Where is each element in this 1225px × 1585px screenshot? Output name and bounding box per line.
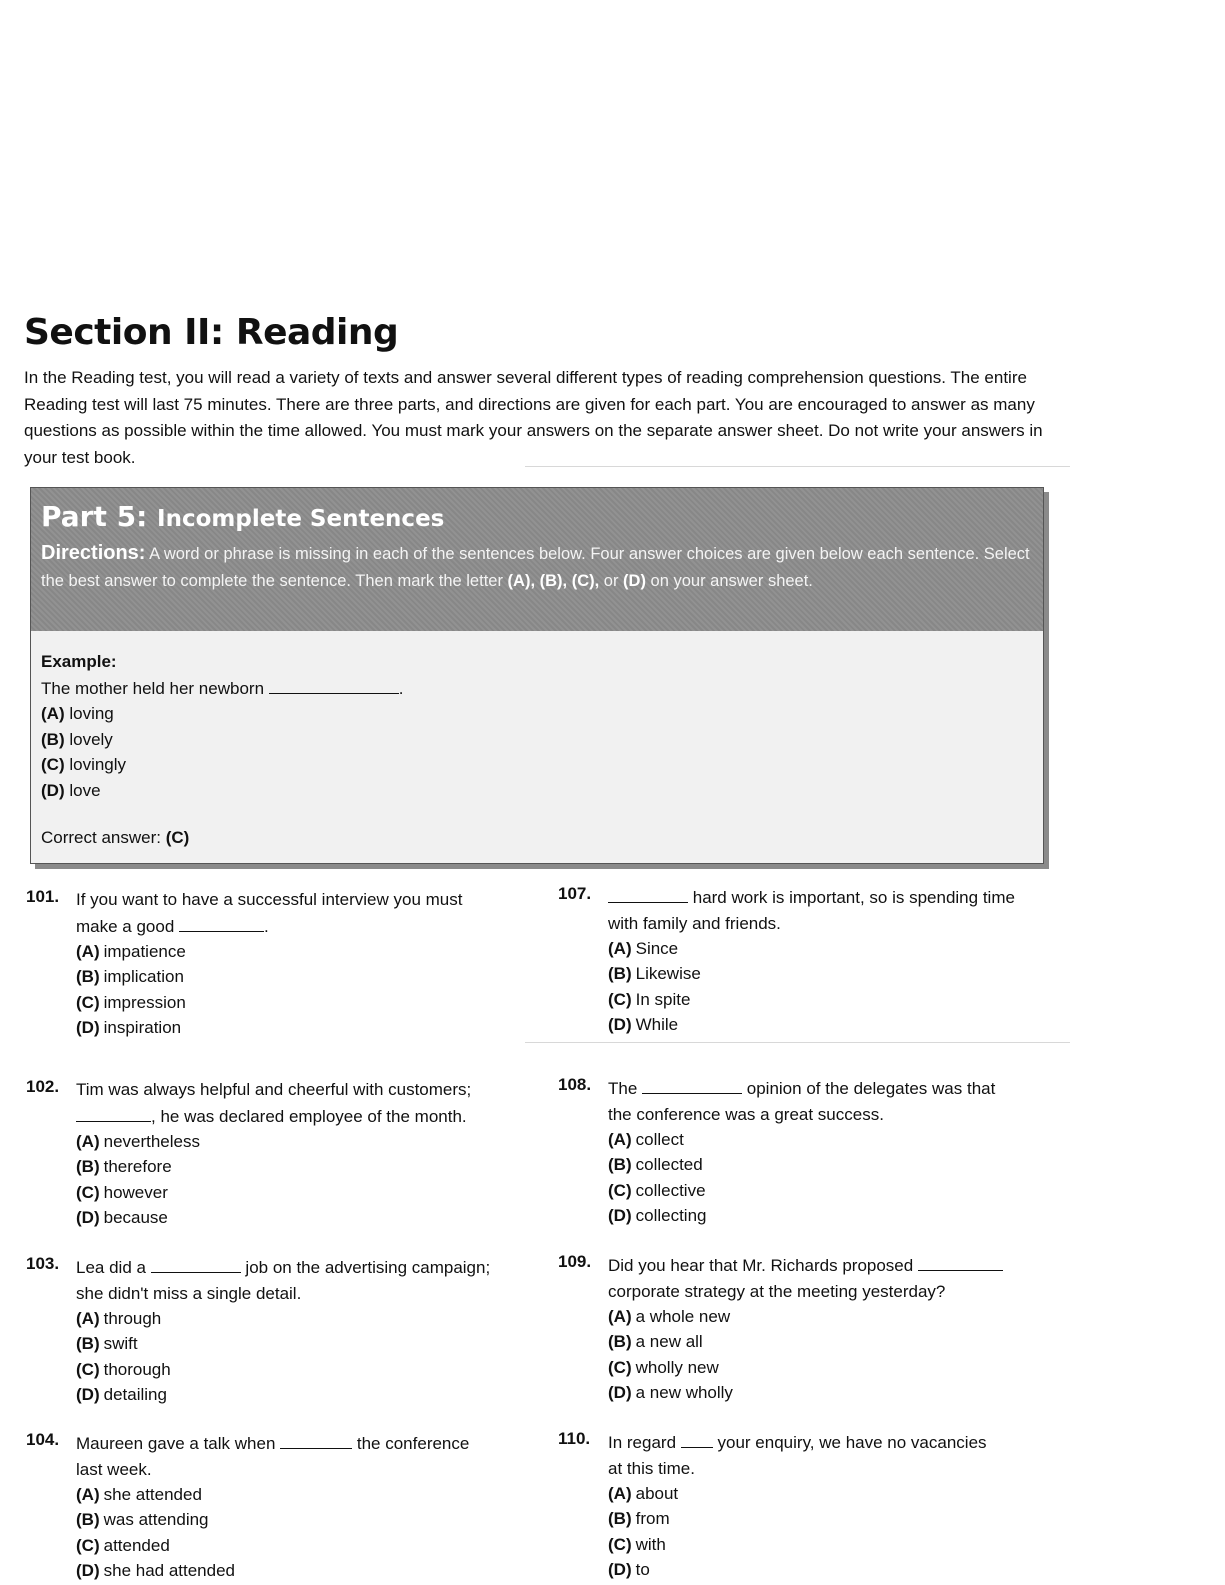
answer-choice [76,1357,506,1382]
question-number: 107. [558,884,592,903]
choice-letter: (C) [608,1180,632,1200]
choice-letter: (A) [76,1132,100,1151]
choice-letter: (B) [76,1510,100,1530]
question-text [608,884,1038,936]
directions-letters: (A), (B), (C), [507,572,600,590]
example-blank [269,675,399,694]
choice-text: attended [103,1535,170,1555]
choice-text: a new all [635,1332,703,1352]
choice-text: was attending [103,1510,209,1530]
question-110 [558,1429,1038,1582]
answer-choices [76,1129,506,1230]
answer-choice [608,961,1038,986]
choice-text: inspiration [103,1017,182,1037]
question-line: The [608,1079,638,1098]
answer-choice [76,1331,506,1356]
part-5-box [30,487,1044,864]
question-107 [558,884,1038,1037]
example-choices [41,701,1033,803]
choice-text: wholly new [635,1357,719,1377]
example-choice [41,752,1033,778]
choice-text: nevertheless [103,1132,200,1151]
answer-blank [642,1075,742,1094]
choice-text: Since [635,939,679,958]
choice-letter: (B) [608,1509,632,1529]
question-104 [26,1430,506,1583]
question-text [608,1429,1038,1481]
question-line: Lea did a [76,1258,146,1277]
directions-text: A word or phrase is missing in each of the sentences below. Four answer choices are given below each sentence. Select the best answer to complete the sentence. Then mark the letter [41,545,1030,590]
choice-letter: (D) [76,1017,100,1037]
choice-letter: (A) [76,1485,100,1504]
question-number: 110. [558,1429,591,1448]
choice-letter: (B) [76,1334,100,1354]
answer-blank [918,1252,1003,1271]
choice-text: to [635,1559,650,1579]
choice-letter: (C) [41,755,65,774]
directions-label: Directions: [41,542,146,564]
example-choice [41,727,1033,753]
question-number: 109. [558,1252,592,1271]
answer-choice [76,1306,506,1331]
answer-choice [76,1180,506,1205]
answer-choice [76,1558,506,1583]
answer-choice [76,990,506,1015]
question-103 [26,1254,506,1407]
choice-letter: (C) [76,992,100,1012]
choice-letter: (D) [608,1014,632,1034]
answer-blank [179,913,264,932]
answer-choice [76,1154,506,1179]
choice-letter: (D) [41,780,65,800]
question-number: 104. [26,1430,60,1449]
answer-choice [76,1205,506,1230]
choice-text: impatience [103,942,186,961]
question-text [76,1077,506,1129]
answer-choice [608,1127,1038,1152]
answer-choice [76,939,506,964]
part-header [31,488,1043,631]
part-subtitle: Incomplete Sentences [157,506,445,532]
answer-choices [608,1304,1038,1405]
question-punct: . [264,916,269,936]
question-line: , he was declared employee of the month. [151,1106,467,1126]
choice-text: about [635,1484,679,1503]
choice-letter: (A) [76,942,100,961]
question-line: hard work is important, so is spending time [692,888,1015,907]
choice-text: Likewise [635,964,701,984]
example-choice [41,778,1033,804]
choice-text: because [103,1207,168,1227]
choice-letter: (D) [608,1382,632,1402]
answer-blank [608,884,688,903]
answer-blank [151,1254,241,1273]
choice-letter: (B) [608,964,632,984]
choice-text: a new wholly [635,1382,733,1402]
choice-text: through [103,1309,162,1328]
question-text [76,1430,506,1482]
choice-text: collected [635,1155,703,1175]
question-line: Maureen gave a talk when [76,1434,276,1453]
question-number: 101. [26,887,60,906]
answer-choice [608,1203,1038,1228]
answer-choice [608,1152,1038,1177]
choice-text: a whole new [635,1307,731,1326]
question-line: at this time. [608,1458,695,1478]
question-line: last week. [76,1459,152,1479]
question-line: make a good [76,916,175,936]
choice-letter: (D) [608,1205,632,1225]
choice-text: therefore [103,1157,172,1177]
answer-choice [608,1329,1038,1354]
choice-letter: (D) [76,1560,100,1580]
bleed-through-rule [525,1042,1070,1043]
question-text [608,1075,1038,1127]
correct-answer-value: (C) [165,828,190,847]
choice-letter: (C) [76,1359,100,1379]
answer-choice [76,964,506,989]
question-line: If you want to have a successful interview you must [76,890,463,909]
question-line: with family and friends. [608,913,781,933]
question-number: 108. [558,1075,592,1094]
choice-letter: (D) [76,1384,100,1404]
choice-text: swift [103,1334,138,1354]
answer-choice [608,1304,1038,1329]
choice-letter: (A) [608,1484,632,1503]
example-correct-answer: Correct answer: (C) [41,828,190,847]
directions-letter-d: (D) [623,572,646,590]
choice-letter: (B) [608,1155,632,1175]
question-109 [558,1252,1038,1405]
answer-choices [76,1306,506,1407]
answer-choice [608,1380,1038,1405]
choice-text: collect [635,1130,684,1149]
question-line: the conference [356,1434,470,1453]
choice-letter: (A) [608,939,632,958]
question-line: Tim was always helpful and cheerful with customers; [76,1080,472,1099]
choice-text: with [635,1534,666,1554]
choice-text: collecting [635,1205,707,1225]
answer-choices [608,1481,1038,1582]
answer-choices [76,1482,506,1583]
part-title [41,498,1033,538]
choice-letter: (A) [608,1307,632,1326]
example-choice [41,701,1033,727]
answer-choice [608,987,1038,1012]
answer-choices [76,939,506,1040]
question-102 [26,1077,506,1230]
question-line: opinion of the delegates was that [746,1079,996,1098]
answer-choice [608,1012,1038,1037]
answer-blank [76,1103,151,1122]
question-line: the conference was a great success. [608,1104,884,1124]
section-title: Section II: Reading [24,312,399,353]
question-text [76,1254,506,1306]
choice-text: from [635,1509,670,1529]
choice-text: loving [69,704,114,723]
choice-letter: (A) [608,1130,632,1149]
answer-choice [76,1382,506,1407]
choice-text: collective [635,1180,706,1200]
directions-or: or [603,572,619,590]
answer-choice [608,1506,1038,1531]
choice-letter: (B) [608,1332,632,1352]
choice-letter: (B) [76,967,100,987]
question-number: 103. [26,1254,60,1273]
answer-choice [76,1507,506,1532]
question-101 [26,887,506,1040]
choice-letter: (D) [608,1559,632,1579]
answer-choice [608,1178,1038,1203]
choice-text: however [103,1182,168,1202]
answer-choices [608,1127,1038,1228]
choice-letter: (D) [76,1207,100,1227]
example-label: Example: [41,652,117,671]
question-108 [558,1075,1038,1228]
answer-choice [608,1481,1038,1506]
part-directions [41,540,1033,595]
question-line: corporate strategy at the meeting yesterday? [608,1281,946,1301]
question-text [608,1252,1038,1304]
example-sentence: The mother held her newborn . [41,675,1033,702]
choice-letter: (B) [76,1157,100,1177]
answer-blank [681,1429,713,1448]
question-line: job on the advertising campaign; [245,1258,491,1277]
choice-letter: (B) [41,729,65,749]
choice-letter: (A) [76,1309,100,1328]
choice-text: While [635,1014,679,1034]
question-line: she didn't miss a single detail. [76,1283,302,1303]
choice-text: lovingly [69,755,127,774]
answer-choices [608,936,1038,1037]
choice-letter: (C) [608,989,632,1009]
choice-text: detailing [103,1384,167,1404]
bleed-through-rule [525,466,1070,467]
section-intro: In the Reading test, you will read a variety of texts and answer several different types of reading comprehension questions. The entire Reading test will last 75 minutes. There are three parts, and directions are given for each part. You are encouraged to answer as many questions as possible within the time allowed. You must mark your answers on the separate answer sheet. Do not write your answers in your test book. [24,368,1043,467]
directions-end: on your answer sheet. [650,572,813,590]
choice-letter: (A) [41,704,65,723]
answer-choice [608,1532,1038,1557]
choice-text: implication [103,967,184,987]
answer-choice [76,1129,506,1154]
choice-text: love [69,780,101,800]
choice-letter: (C) [76,1182,100,1202]
choice-text: lovely [69,729,113,749]
choice-text: she attended [103,1485,202,1504]
answer-choice [76,1482,506,1507]
question-number: 102. [26,1077,60,1096]
answer-choice [608,936,1038,961]
choice-letter: (C) [608,1357,632,1377]
choice-text: thorough [103,1359,171,1379]
answer-blank [280,1430,352,1449]
answer-choice [608,1355,1038,1380]
question-line: Did you hear that Mr. Richards proposed [608,1256,914,1275]
example-block [31,631,1043,851]
choice-text: impression [103,992,186,1012]
part-number: Part 5: [41,500,148,533]
choice-text: she had attended [103,1560,236,1580]
question-line: your enquiry, we have no vacancies [717,1433,987,1452]
choice-letter: (C) [76,1535,100,1555]
choice-text: In spite [635,989,691,1009]
question-line: In regard [608,1433,677,1452]
choice-letter: (C) [608,1534,632,1554]
answer-choice [608,1557,1038,1582]
answer-choice [76,1015,506,1040]
question-text [76,887,506,939]
answer-choice [76,1533,506,1558]
